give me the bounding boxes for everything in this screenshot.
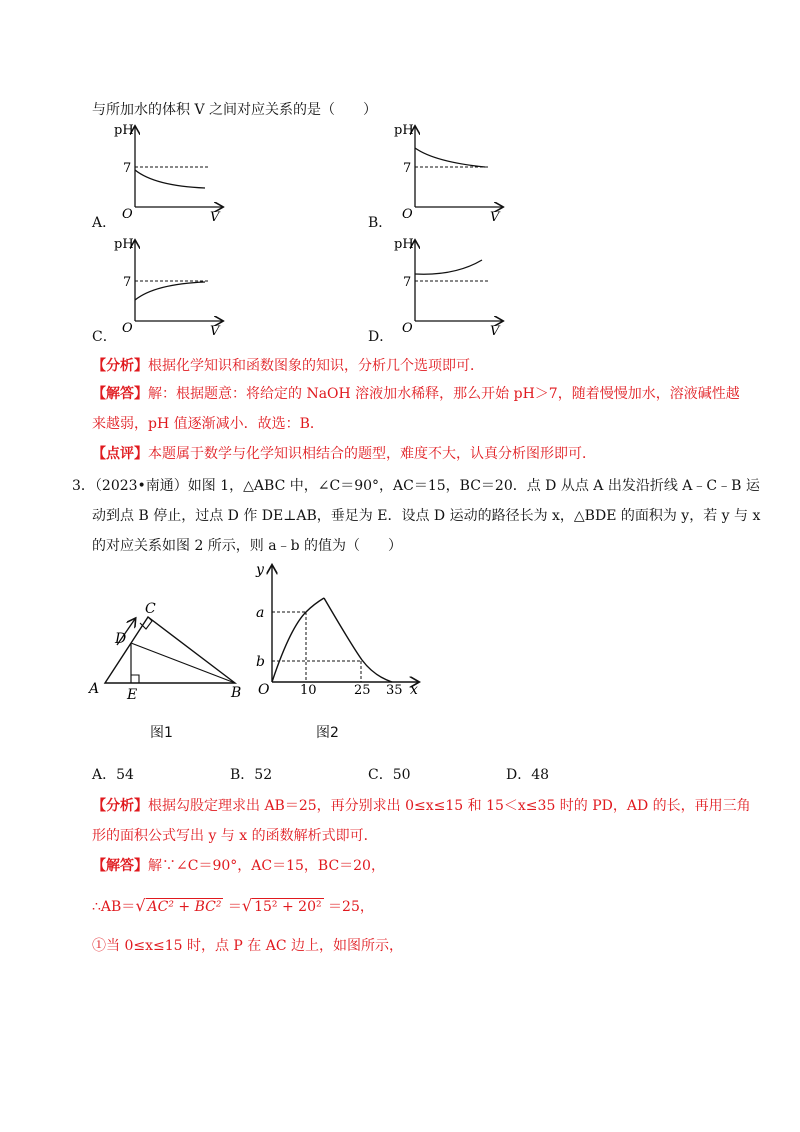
seven-tick-label: 7 — [403, 275, 412, 290]
y-axis-label: y — [256, 562, 264, 578]
seven-tick-label: 7 — [123, 161, 132, 176]
choice-d: D．48 — [506, 767, 550, 783]
point-d-label: D — [115, 631, 127, 647]
option-a-label: A． — [92, 215, 117, 231]
figure-2-caption: 图2 — [316, 725, 339, 741]
analysis-text: 根据勾股定理求出 AB＝25，再分别求出 0≤x≤15 和 15＜x≤35 时的 PD，AD 的长，再用三角 — [148, 798, 751, 814]
ph-graph-a — [110, 122, 230, 222]
v-axis-label: V — [490, 324, 500, 336]
answer-text: 解∵∠C＝90°，AC＝15，BC＝20， — [148, 858, 385, 874]
origin-label: O — [402, 207, 413, 222]
figure-2-graph — [250, 560, 430, 700]
seven-tick-label: 7 — [123, 275, 132, 290]
q2-answer-line2: 来越弱，pH 值逐渐减小．故选：B． — [92, 416, 324, 432]
answer-tag: 【解答】 — [92, 858, 148, 874]
x-tick-25: 25 — [354, 683, 371, 698]
q3-case-1: ①当 0≤x≤15 时，点 P 在 AC 边上，如图所示， — [92, 938, 404, 954]
comment-tag: 【点评】 — [92, 446, 148, 462]
origin-label: O — [122, 207, 133, 222]
option-b-label: B． — [368, 215, 393, 231]
q3-analysis-line2: 形的面积公式写出 y 与 x 的函数解析式即可． — [92, 828, 378, 844]
q3-text-1: （2023•南通）如图 1，△ABC 中，∠C＝90°，AC＝15，BC＝20．点 D 从点 A 出发沿折线 A﹣C﹣B 运 — [94, 478, 760, 494]
choice-a: A．54 — [92, 767, 134, 783]
x-tick-10: 10 — [300, 683, 317, 698]
ab-equals: ＝ — [227, 899, 242, 915]
ph-axis-label: pH — [394, 237, 414, 252]
q3-line2: 动到点 B 停止，过点 D 作 DE⊥AB，垂足为 E．设点 D 运动的路径长为 x，△BDE 的面积为 y，若 y 与 x — [92, 508, 761, 524]
question-number: 3． — [72, 478, 95, 494]
vertex-c-label: C — [145, 601, 156, 617]
answer-tag: 【解答】 — [92, 386, 148, 402]
option-c-label: C． — [92, 329, 117, 345]
choice-c: C．50 — [368, 767, 411, 783]
q2-answer-line1 — [92, 384, 740, 404]
x-axis-label: x — [410, 682, 418, 698]
q3-analysis-line1 — [92, 796, 751, 816]
ab-prefix: ∴AB＝ — [92, 899, 136, 915]
origin-label: O — [122, 321, 133, 336]
analysis-tag: 【分析】 — [92, 358, 148, 374]
q3-line3: 的对应关系如图 2 所示，则 a﹣b 的值为（ ） — [92, 538, 403, 554]
v-axis-label: V — [490, 210, 500, 222]
vertex-a-label: A — [89, 681, 100, 697]
option-d-label: D． — [368, 329, 394, 345]
figure-1-triangle — [85, 595, 250, 705]
ph-graph-b — [390, 122, 510, 222]
ph-axis-label: pH — [114, 237, 134, 252]
q2-analysis — [92, 356, 484, 376]
x-tick-35: 35 — [386, 683, 403, 698]
ph-axis-label: pH — [394, 123, 414, 138]
origin-label: O — [258, 682, 270, 698]
q2-stem: 与所加水的体积 V 之间对应关系的是（ ） — [92, 102, 378, 118]
q3-ab-formula: ∴AB＝√ AC² + BC² ＝√ 15² + 20² ＝25， — [92, 896, 374, 915]
radicand-2: 15² + 20² — [254, 899, 322, 915]
figure-1-caption: 图1 — [150, 725, 173, 741]
seven-tick-label: 7 — [403, 161, 412, 176]
ph-graph-c — [110, 236, 230, 336]
q3-line1 — [72, 476, 760, 496]
b-tick-label: b — [256, 654, 265, 670]
analysis-tag: 【分析】 — [92, 798, 148, 814]
q3-answer-line1 — [92, 856, 385, 876]
vertex-b-label: B — [231, 685, 242, 701]
choice-b: B．52 — [230, 767, 273, 783]
comment-text: 本题属于数学与化学知识相结合的题型，难度不大，认真分析图形即可． — [148, 446, 596, 462]
answer-text: 解：根据题意：将给定的 NaOH 溶液加水稀释，那么开始 pH＞7，随着慢慢加水，溶液碱性越 — [148, 386, 740, 402]
analysis-text: 根据化学知识和函数图象的知识，分析几个选项即可． — [148, 358, 484, 374]
ph-axis-label: pH — [114, 123, 134, 138]
point-e-label: E — [127, 687, 138, 703]
v-axis-label: V — [210, 324, 220, 336]
ph-graph-d — [390, 236, 510, 336]
ab-result: ＝25， — [328, 899, 374, 915]
a-tick-label: a — [256, 605, 265, 621]
radicand-1: AC² + BC² — [147, 899, 222, 915]
v-axis-label: V — [210, 210, 220, 222]
q2-comment — [92, 444, 596, 464]
origin-label: O — [402, 321, 413, 336]
